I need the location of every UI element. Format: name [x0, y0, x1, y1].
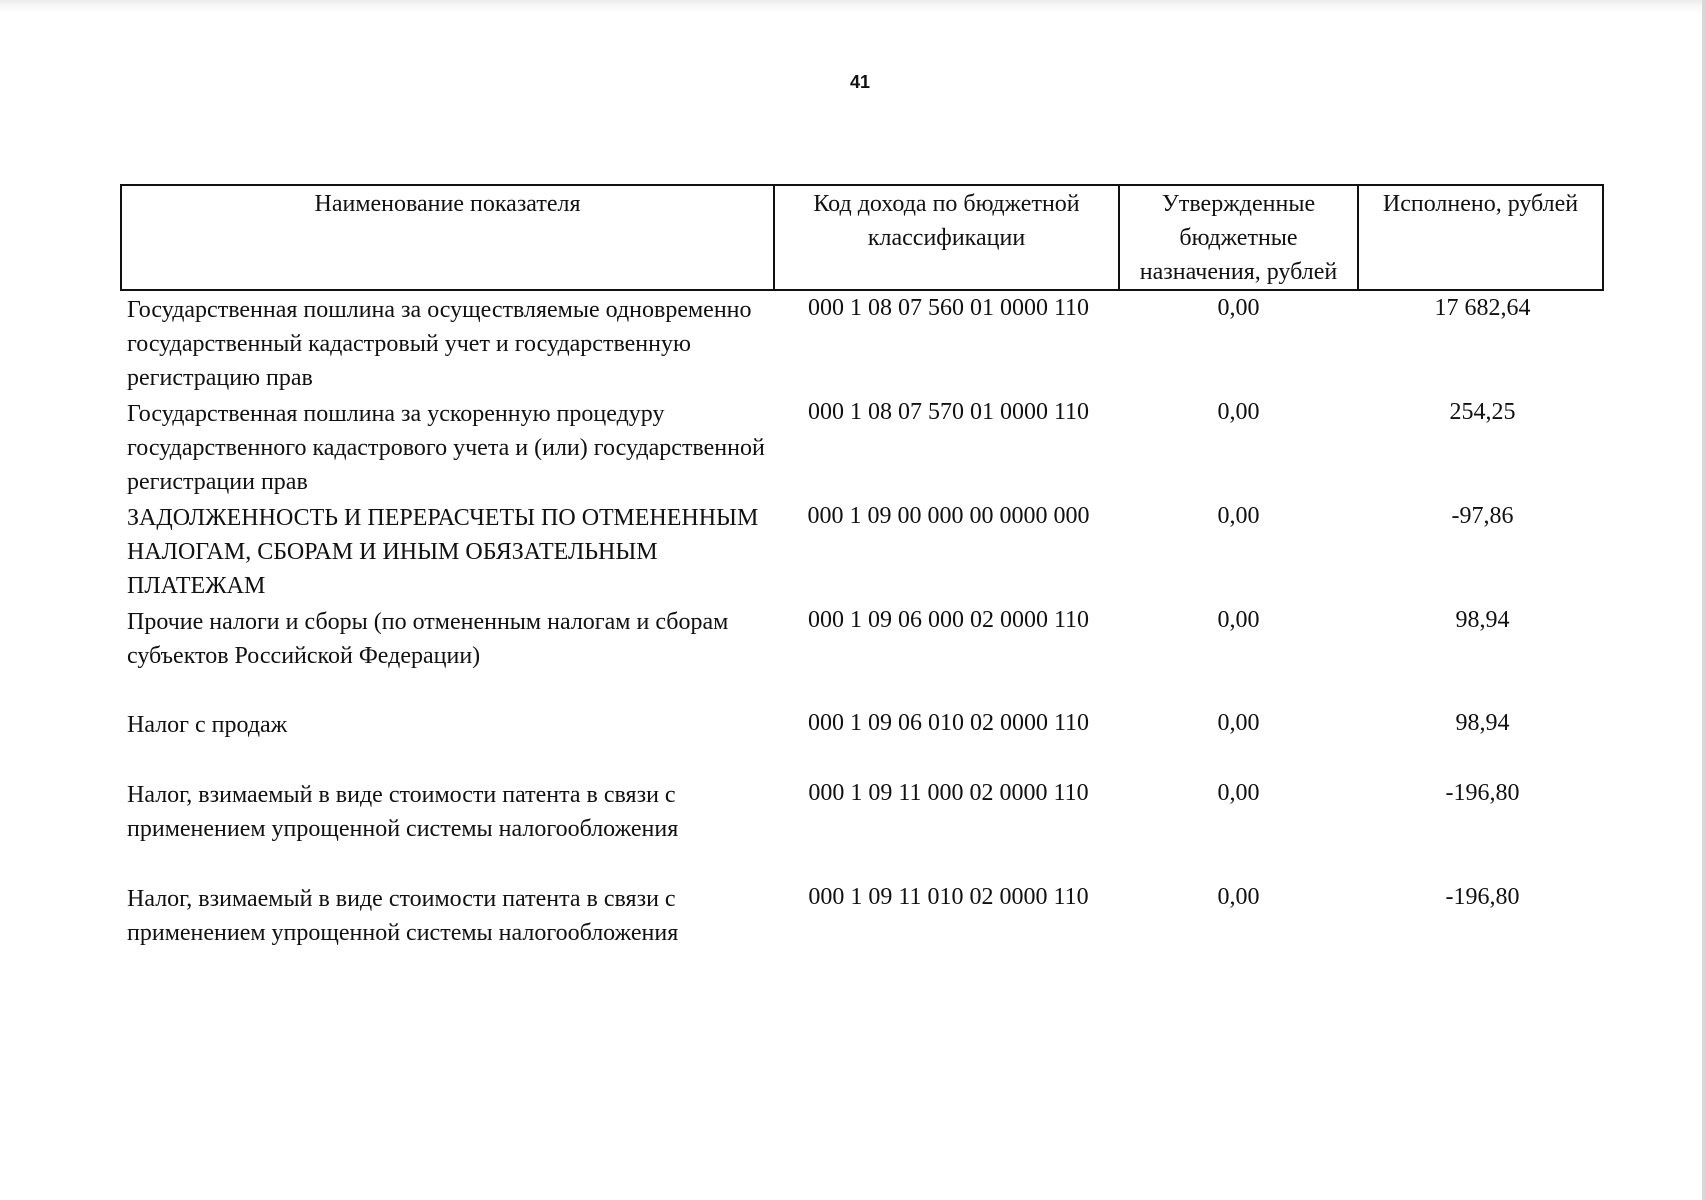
table-row — [121, 290, 1603, 395]
header-code: Код дохода по бюджетной классификации — [774, 185, 1119, 290]
row-name: Государственная пошлина за осуществляемые одновременно государственный кадастровый учет и государственную регистрацию прав — [127, 297, 752, 391]
row-code: 000 1 09 06 010 02 0000 110 — [807, 710, 1090, 736]
row-name: Государственная пошлина за ускоренную процедуру государственного кадастрового учета и (или) государственной регистрации прав — [127, 401, 765, 495]
scan-edge-top — [0, 0, 1705, 14]
row-code: 000 1 09 11 010 02 0000 110 — [808, 884, 1089, 910]
row-approved: 0,00 — [1217, 503, 1260, 529]
header-executed: Исполнено, рублей — [1358, 185, 1603, 290]
table-row — [121, 880, 1603, 956]
row-name: Налог с продаж — [127, 712, 288, 738]
row-code: 000 1 09 00 000 00 0000 000 — [807, 503, 1090, 529]
row-approved: 0,00 — [1217, 780, 1260, 806]
row-approved: 0,00 — [1217, 710, 1260, 736]
row-code: 000 1 08 07 570 01 0000 110 — [807, 399, 1090, 425]
table-body — [121, 290, 1603, 956]
row-executed: -196,80 — [1445, 884, 1520, 910]
page-number: 41 — [849, 72, 871, 92]
row-executed: 98,94 — [1455, 607, 1510, 633]
row-name: Прочие налоги и сборы (по отмененным налогам и сборам субъектов Российской Федерации) — [127, 609, 729, 669]
header-row — [121, 185, 1603, 290]
row-approved: 0,00 — [1217, 399, 1260, 425]
row-code: 000 1 09 11 000 02 0000 110 — [808, 780, 1089, 806]
row-approved: 0,00 — [1217, 295, 1260, 321]
row-approved: 0,00 — [1217, 607, 1260, 633]
row-executed: 98,94 — [1455, 710, 1510, 736]
table-row — [121, 395, 1603, 499]
row-executed: -196,80 — [1445, 780, 1520, 806]
table-row — [121, 603, 1603, 706]
table-row — [121, 499, 1603, 603]
row-name: ЗАДОЛЖЕННОСТЬ И ПЕРЕРАСЧЕТЫ ПО ОТМЕНЕННЫМ НАЛОГАМ, СБОРАМ И ИНЫМ ОБЯЗАТЕЛЬНЫМ ПЛАТЕЖАМ — [127, 505, 759, 599]
row-executed: 254,25 — [1449, 399, 1516, 425]
budget-income-table — [120, 184, 1604, 956]
row-executed: 17 682,64 — [1434, 295, 1531, 321]
row-name: Налог, взимаемый в виде стоимости патента в связи с применением упрощенной системы налогообложения — [127, 886, 679, 946]
row-code: 000 1 09 06 000 02 0000 110 — [807, 607, 1090, 633]
row-executed: -97,86 — [1451, 503, 1514, 529]
row-approved: 0,00 — [1217, 884, 1260, 910]
table-header — [121, 185, 1603, 290]
table-row — [121, 706, 1603, 776]
header-name: Наименование показателя — [121, 185, 774, 290]
table-row — [121, 776, 1603, 880]
row-code: 000 1 08 07 560 01 0000 110 — [807, 295, 1090, 321]
header-approved: Утвержденные бюджетные назначения, рублей — [1119, 185, 1358, 290]
row-name: Налог, взимаемый в виде стоимости патента в связи с применением упрощенной системы налогообложения — [127, 782, 679, 842]
